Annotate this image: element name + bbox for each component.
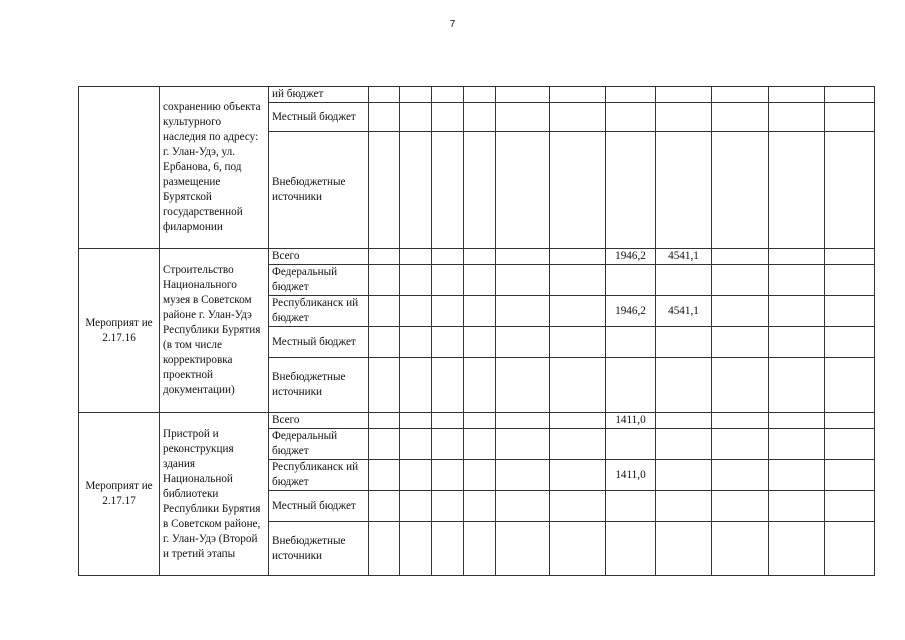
value-cell xyxy=(496,265,550,296)
value-cell xyxy=(432,460,464,491)
value-cell xyxy=(769,87,825,103)
value-cell xyxy=(656,327,712,358)
value-cell xyxy=(550,87,606,103)
value-cell xyxy=(550,249,606,265)
value-cell xyxy=(656,103,712,132)
value-cell xyxy=(400,522,432,576)
value-cell xyxy=(769,429,825,460)
value-cell xyxy=(496,522,550,576)
funding-table xyxy=(78,86,875,576)
source-cell: Федеральный бюджет xyxy=(269,429,369,460)
value-cell xyxy=(432,249,464,265)
value-cell xyxy=(464,429,496,460)
value-cell xyxy=(825,413,875,429)
value-cell xyxy=(464,327,496,358)
value-cell xyxy=(432,358,464,413)
value-cell xyxy=(400,265,432,296)
value-cell xyxy=(369,87,400,103)
value-cell xyxy=(712,522,769,576)
value-cell xyxy=(496,413,550,429)
value-cell xyxy=(496,491,550,522)
value-cell xyxy=(464,522,496,576)
value-cell xyxy=(464,460,496,491)
source-cell: Внебюджетные источники xyxy=(269,522,369,576)
table-row xyxy=(79,249,875,265)
value-cell: 1946,2 xyxy=(606,296,656,327)
source-cell: Местный бюджет xyxy=(269,103,369,132)
value-cell xyxy=(550,460,606,491)
value-cell xyxy=(464,491,496,522)
source-cell: Республиканск ий бюджет xyxy=(269,460,369,491)
value-cell xyxy=(400,491,432,522)
value-cell xyxy=(550,296,606,327)
value-cell xyxy=(606,327,656,358)
value-cell xyxy=(400,429,432,460)
value-cell xyxy=(369,265,400,296)
value-cell xyxy=(496,327,550,358)
value-cell xyxy=(496,87,550,103)
value-cell xyxy=(400,460,432,491)
source-cell: Всего xyxy=(269,249,369,265)
source-cell: ий бюджет xyxy=(269,87,369,103)
value-cell xyxy=(550,491,606,522)
value-cell xyxy=(656,87,712,103)
value-cell xyxy=(825,460,875,491)
value-cell xyxy=(825,522,875,576)
value-cell xyxy=(550,327,606,358)
value-cell xyxy=(606,429,656,460)
value-cell xyxy=(496,460,550,491)
description-cell: Строительство Национального музея в Советском районе г. Улан-Удэ Республики Бурятия (в том числе корректировка проектной документации) xyxy=(160,249,269,413)
value-cell xyxy=(606,358,656,413)
value-cell xyxy=(712,327,769,358)
value-cell xyxy=(606,132,656,249)
value-cell xyxy=(464,103,496,132)
value-cell xyxy=(825,327,875,358)
source-cell: Всего xyxy=(269,413,369,429)
value-cell xyxy=(496,132,550,249)
event-cell: Мероприят ие 2.17.17 xyxy=(79,413,160,576)
event-cell xyxy=(79,87,160,249)
value-cell xyxy=(400,327,432,358)
value-cell xyxy=(464,132,496,249)
value-cell xyxy=(825,491,875,522)
value-cell xyxy=(432,132,464,249)
value-cell xyxy=(712,132,769,249)
value-cell xyxy=(550,265,606,296)
value-cell xyxy=(432,103,464,132)
value-cell xyxy=(825,358,875,413)
value-cell xyxy=(496,429,550,460)
value-cell xyxy=(825,249,875,265)
table-row xyxy=(79,87,875,103)
value-cell xyxy=(550,132,606,249)
value-cell xyxy=(432,265,464,296)
value-cell xyxy=(656,413,712,429)
value-cell xyxy=(369,460,400,491)
value-cell xyxy=(464,296,496,327)
value-cell xyxy=(400,358,432,413)
value-cell xyxy=(369,429,400,460)
value-cell xyxy=(432,522,464,576)
value-cell xyxy=(712,413,769,429)
value-cell xyxy=(369,296,400,327)
value-cell: 4541,1 xyxy=(656,296,712,327)
value-cell xyxy=(606,522,656,576)
value-cell xyxy=(400,132,432,249)
value-cell xyxy=(464,87,496,103)
event-cell: Мероприят ие 2.17.16 xyxy=(79,249,160,413)
value-cell xyxy=(712,429,769,460)
value-cell xyxy=(369,522,400,576)
value-cell xyxy=(712,103,769,132)
value-cell xyxy=(369,358,400,413)
value-cell xyxy=(656,522,712,576)
value-cell: 1411,0 xyxy=(606,460,656,491)
page-number: 7 xyxy=(449,19,456,30)
value-cell xyxy=(825,132,875,249)
value-cell xyxy=(606,491,656,522)
value-cell xyxy=(550,429,606,460)
value-cell xyxy=(769,460,825,491)
value-cell xyxy=(606,87,656,103)
value-cell xyxy=(400,296,432,327)
value-cell xyxy=(769,103,825,132)
value-cell xyxy=(464,413,496,429)
value-cell xyxy=(464,265,496,296)
value-cell xyxy=(769,249,825,265)
value-cell xyxy=(369,491,400,522)
value-cell xyxy=(769,327,825,358)
value-cell xyxy=(464,358,496,413)
value-cell xyxy=(606,265,656,296)
value-cell xyxy=(369,249,400,265)
source-cell: Внебюджетные источники xyxy=(269,132,369,249)
value-cell xyxy=(656,429,712,460)
value-cell xyxy=(432,87,464,103)
value-cell xyxy=(400,249,432,265)
value-cell xyxy=(656,358,712,413)
value-cell xyxy=(606,103,656,132)
value-cell xyxy=(712,249,769,265)
value-cell xyxy=(369,103,400,132)
value-cell xyxy=(369,132,400,249)
value-cell xyxy=(769,132,825,249)
value-cell xyxy=(400,103,432,132)
value-cell xyxy=(825,296,875,327)
source-cell: Республиканск ий бюджет xyxy=(269,296,369,327)
value-cell xyxy=(496,296,550,327)
description-cell: Пристрой и реконструкция здания Национальной библиотеки Республики Бурятия в Советском районе, г. Улан-Удэ (Второй и третий этапы xyxy=(160,413,269,576)
value-cell xyxy=(712,358,769,413)
value-cell xyxy=(769,413,825,429)
value-cell xyxy=(769,358,825,413)
value-cell xyxy=(656,265,712,296)
value-cell xyxy=(400,413,432,429)
value-cell: 1411,0 xyxy=(606,413,656,429)
value-cell xyxy=(432,327,464,358)
value-cell xyxy=(550,358,606,413)
value-cell xyxy=(825,265,875,296)
value-cell xyxy=(369,413,400,429)
value-cell: 4541,1 xyxy=(656,249,712,265)
value-cell xyxy=(769,296,825,327)
value-cell xyxy=(550,522,606,576)
value-cell xyxy=(712,296,769,327)
value-cell xyxy=(432,413,464,429)
value-cell xyxy=(496,249,550,265)
description-cell: сохранению объекта культурного наследия по адресу: г. Улан-Удэ, ул. Ербанова, 6, под размещение Бурятской государственной филармонии xyxy=(160,87,269,249)
source-cell: Местный бюджет xyxy=(269,327,369,358)
source-cell: Местный бюджет xyxy=(269,491,369,522)
value-cell xyxy=(369,327,400,358)
value-cell xyxy=(464,249,496,265)
source-cell: Федеральный бюджет xyxy=(269,265,369,296)
value-cell xyxy=(550,103,606,132)
value-cell xyxy=(712,87,769,103)
value-cell xyxy=(769,522,825,576)
value-cell xyxy=(656,132,712,249)
value-cell xyxy=(712,460,769,491)
value-cell: 1946,2 xyxy=(606,249,656,265)
table-row xyxy=(79,413,875,429)
value-cell xyxy=(550,413,606,429)
value-cell xyxy=(825,103,875,132)
value-cell xyxy=(400,87,432,103)
value-cell xyxy=(825,429,875,460)
value-cell xyxy=(712,491,769,522)
value-cell xyxy=(432,429,464,460)
value-cell xyxy=(432,296,464,327)
value-cell xyxy=(712,265,769,296)
value-cell xyxy=(769,491,825,522)
value-cell xyxy=(432,491,464,522)
value-cell xyxy=(769,265,825,296)
value-cell xyxy=(656,491,712,522)
value-cell xyxy=(496,358,550,413)
value-cell xyxy=(825,87,875,103)
source-cell: Внебюджетные источники xyxy=(269,358,369,413)
value-cell xyxy=(656,460,712,491)
value-cell xyxy=(496,103,550,132)
